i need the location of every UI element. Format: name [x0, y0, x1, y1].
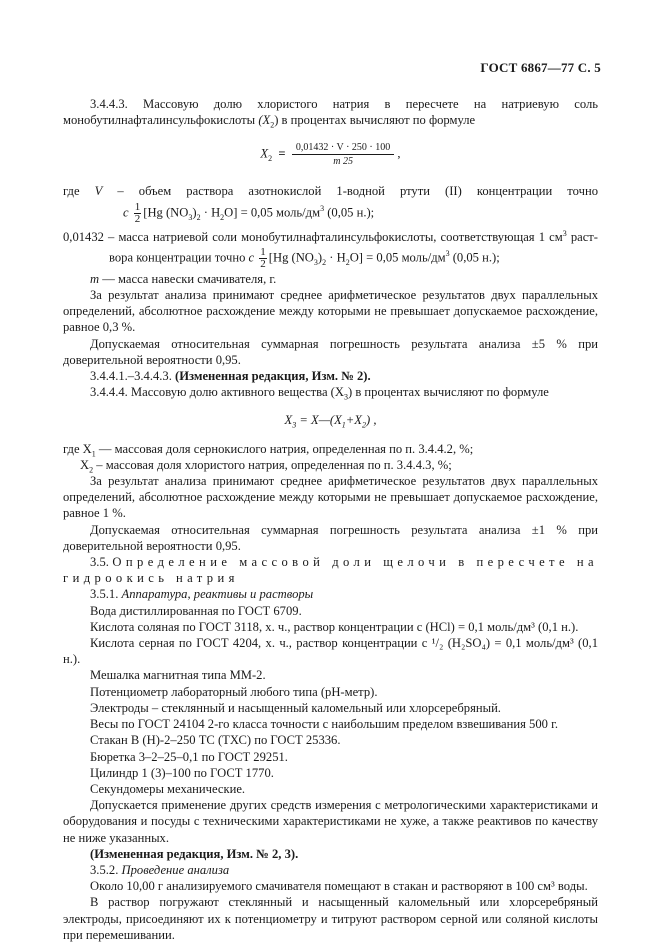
- where-lead: где: [63, 184, 80, 199]
- subscript: 2: [361, 420, 366, 430]
- const-definition: [63, 229, 598, 245]
- fraction-half: [134, 202, 142, 225]
- definition-text: – массовая доля хлористого натрия, определенная по п. 3.4.4.3, %;: [93, 457, 452, 472]
- subscript: 2: [268, 154, 273, 164]
- edition-note-1: [63, 368, 598, 384]
- formula-x3: [63, 412, 598, 428]
- superscript: 3: [445, 249, 450, 259]
- formula-text: ) ,: [365, 413, 377, 428]
- procedure-paragraph-1: Около 10,00 г анализируемого смачивателя помещают в стакан и растворяют в 100 см³ воды.: [90, 879, 588, 894]
- definition-text: 0,01432 – масса натриевой соли монобутилнафталинсульфокислоты, соответствующая 1 см: [63, 229, 563, 244]
- document-body: [63, 96, 598, 943]
- section-number: 3.5.: [90, 555, 109, 570]
- formula-text: · H: [200, 205, 221, 219]
- subscript: 2: [89, 465, 94, 475]
- formula-text: = X—(X: [296, 413, 342, 428]
- procedure-paragraph-2: В раствор погружают стеклянный и насыщенный каломельный или хлорсеребряный электроды, присоединяют их к потенциометру и титруют раствором серной или соляной кислоты при перемешивании.: [63, 895, 598, 942]
- definition-text: раст-: [566, 229, 598, 244]
- concentration-2: [63, 247, 598, 270]
- fraction-denominator: m 25: [333, 156, 353, 168]
- definition-text: вора концентрации точно: [109, 250, 246, 265]
- list-item: Потенциометр лабораторный любого типа (рН-метр).: [90, 684, 378, 699]
- fraction: [292, 142, 394, 167]
- fraction-numerator: 1: [134, 200, 141, 213]
- subscript: 3: [188, 212, 193, 222]
- subscript: 3: [292, 420, 297, 430]
- allowance-paragraph: Допускается применение других средств измерения с метрологическими характеристиками и оборудования и посуды с техническими характеристиками не хуже, а также реактивов по качеству не ниже указанных.: [63, 798, 598, 845]
- formula-tail: ,: [397, 146, 401, 161]
- section-ref: 3.4.4.1.–3.4.4.3.: [90, 369, 172, 384]
- list-item: Кислота серная по ГОСТ 4204, х. ч., раствор концентрации c ¹/₂ (H₂SO₄) = 0,1 моль/дм³ (0,1 н.).: [63, 636, 598, 667]
- formula-text: O] = 0,05 моль/дм: [349, 250, 446, 265]
- subscript: 1: [91, 449, 96, 459]
- where-x1: [63, 441, 598, 457]
- formula-text: [Hg (NO: [268, 250, 314, 265]
- subscript: 3: [343, 392, 348, 402]
- subscript: 2: [196, 212, 201, 222]
- section-title: Проведение анализа: [121, 862, 230, 877]
- result-paragraph-2: За результат анализа принимают среднее арифметическое результатов двух параллельных определений, абсолютное расхождение между которыми не превышает допускаемое расхождение, равное 1 %.: [63, 474, 598, 521]
- variable: m: [90, 271, 100, 286]
- edition-label: (Измененная редакция, Изм. № 2).: [175, 369, 371, 384]
- fraction-numerator: 0,01432 · V · 250 · 100: [292, 142, 394, 155]
- section-35-heading: [63, 554, 598, 586]
- list-item: Стакан В (Н)-2–250 ТС (ТХС) по ГОСТ 25336.: [90, 733, 341, 748]
- result-paragraph-1: За результат анализа принимают среднее арифметическое результатов двух параллельных определений, абсолютное расхождение между которыми не превышает допускаемое расхождение, равное 0,3 %.: [63, 288, 598, 335]
- where-x2: [63, 457, 598, 473]
- section-351-heading: [63, 586, 598, 602]
- error-paragraph-2: Допускаемая относительная суммарная погрешность результата анализа ±1 % при доверительной вероятности 0,95.: [63, 522, 598, 553]
- list-item: Кислота соляная по ГОСТ 3118, х. ч., раствор концентрации c (HCl) = 0,1 моль/дм³ (0,1 н.).: [90, 619, 579, 634]
- definition-var: X: [80, 457, 90, 472]
- section-number: 3.5.1.: [90, 587, 119, 602]
- section-title: Аппаратура, реактивы и растворы: [121, 587, 314, 602]
- fraction-denominator: 2: [260, 257, 266, 270]
- formula-text: [Hg (NO: [143, 205, 189, 219]
- subscript: 2: [220, 212, 225, 222]
- list-item: Электроды – стеклянный и насыщенный каломельный или хлорсеребряный.: [90, 700, 501, 715]
- list-item: Цилиндр 1 (3)–100 по ГОСТ 1770.: [90, 765, 274, 780]
- section-number: 3.5.2.: [90, 862, 119, 877]
- list-item: Мешалка магнитная типа ММ-2.: [90, 668, 266, 683]
- equals-sign: =: [278, 146, 286, 161]
- superscript: 3: [562, 228, 567, 238]
- variable: c: [248, 250, 255, 265]
- paragraph-3443: [63, 96, 598, 128]
- subscript: 1: [341, 420, 346, 430]
- error-paragraph-1: Допускаемая относительная суммарная погрешность результата анализа ±5 % при доверительной вероятности 0,95.: [63, 336, 598, 367]
- paragraph-3444: [63, 384, 598, 400]
- subscript: 2: [322, 257, 327, 267]
- paragraph-text: 3.4.4.3. Массовую долю хлористого натрия в пересчете на натриевую соль монобутилнафталинсульфокислоты: [63, 97, 598, 128]
- superscript: 3: [320, 203, 325, 213]
- list-item: Вода дистиллированная по ГОСТ 6709.: [90, 603, 302, 618]
- variable: V: [94, 184, 103, 199]
- fraction-half: [259, 247, 267, 270]
- concentration-1: [63, 202, 598, 225]
- formula-text: ): [192, 205, 197, 219]
- formula-text: · H: [326, 250, 346, 265]
- variable: c: [123, 205, 129, 219]
- edition-note-2: (Измененная редакция, Изм. № 2, 3).: [90, 846, 299, 861]
- subscript: 3: [313, 257, 318, 267]
- formula-text: +X: [345, 413, 362, 428]
- formula-lhs: X: [260, 146, 269, 161]
- equipment-list: [63, 603, 598, 797]
- subscript: 2: [345, 257, 350, 267]
- list-item: Секундомеры механические.: [90, 781, 246, 796]
- paragraph-text: 3.4.4.4. Массовую долю активного вещества (X: [90, 385, 344, 400]
- where-v: [63, 183, 598, 199]
- section-352-heading: [63, 862, 598, 878]
- definition-text: – объем раствора азотнокислой 1-водной ртути (II) концентрации точно: [117, 184, 598, 199]
- variable: (X: [258, 113, 271, 128]
- definition-text: — массовая доля сернокислого натрия, определенная по п. 3.4.4.2, %;: [95, 441, 474, 456]
- section-title: Определение массовой доли щелочи в пересчете на гидроокись натрия: [63, 555, 599, 586]
- definition-text: — масса навески смачивателя, г.: [99, 271, 277, 286]
- formula-x2: [63, 142, 598, 167]
- formula-text: (0,05 н.);: [324, 205, 375, 219]
- fraction-denominator: 2: [134, 212, 141, 225]
- fraction-numerator: 1: [260, 245, 266, 258]
- list-item: Весы по ГОСТ 24104 2-го класса точности с наибольшим пределом взвешивания 500 г.: [90, 717, 558, 732]
- m-definition: [63, 271, 598, 287]
- formula-text: (0,05 н.);: [449, 250, 500, 265]
- definition-var: где X: [63, 441, 92, 456]
- paragraph-text: ) в процентах вычисляют по формуле: [347, 385, 549, 400]
- list-item: Бюретка 3–2–25–0,1 по ГОСТ 29251.: [90, 749, 288, 764]
- formula-text: X: [284, 413, 293, 428]
- formula-text: ): [317, 250, 323, 265]
- page-header: ГОСТ 6867—77 С. 5: [480, 60, 601, 75]
- formula-text: O] = 0,05 моль/дм: [224, 205, 321, 219]
- paragraph-text: ) в процентах вычисляют по формуле: [274, 113, 476, 128]
- subscript: 2: [270, 120, 275, 130]
